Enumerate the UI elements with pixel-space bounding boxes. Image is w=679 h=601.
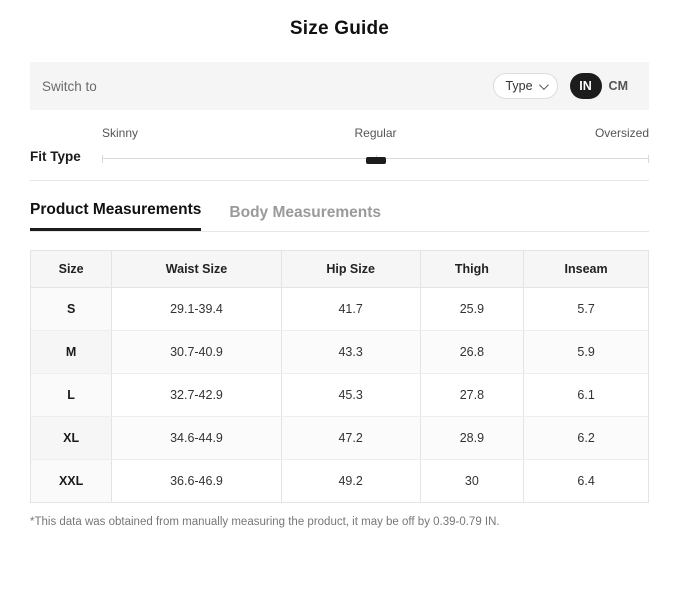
page-title: Size Guide: [289, 18, 390, 39]
cell-inseam: 5.7: [524, 288, 648, 331]
size-table-body: [31, 288, 648, 503]
cell-thigh: 27.8: [420, 374, 524, 417]
column-header-waist-size: Waist Size: [112, 251, 282, 288]
cell-inseam: 5.9: [524, 331, 648, 374]
column-header-thigh: Thigh: [420, 251, 524, 288]
cell-size: L: [31, 374, 112, 417]
slider-thumb[interactable]: [366, 157, 386, 164]
cell-waist: 29.1-39.4: [112, 288, 282, 331]
fit-type-slider[interactable]: [102, 126, 649, 168]
chevron-down-icon: [539, 80, 549, 90]
unit-toggle[interactable]: [570, 73, 635, 99]
unit-option-cm[interactable]: CM: [608, 79, 628, 93]
cell-hip: 45.3: [281, 374, 420, 417]
cell-hip: 43.3: [281, 331, 420, 374]
table-header-row: [31, 251, 648, 288]
table-row: [31, 460, 648, 503]
fit-type-row: [30, 126, 649, 181]
column-header-hip-size: Hip Size: [281, 251, 420, 288]
cell-hip: 49.2: [281, 460, 420, 503]
cell-thigh: 28.9: [420, 417, 524, 460]
cell-waist: 36.6-46.9: [112, 460, 282, 503]
fit-option-skinny[interactable]: Skinny: [102, 126, 139, 140]
table-row: [31, 288, 648, 331]
unit-switch-bar: [30, 62, 649, 110]
cell-thigh: 26.8: [420, 331, 524, 374]
tab-body-measurements[interactable]: Body Measurements: [229, 204, 382, 221]
cell-inseam: 6.1: [524, 374, 648, 417]
fit-type-label: Fit Type: [30, 149, 81, 164]
cell-size: M: [31, 331, 112, 374]
table-row: [31, 331, 648, 374]
fit-option-oversized[interactable]: Oversized: [594, 126, 649, 140]
fit-option-regular[interactable]: Regular: [354, 126, 397, 140]
cell-size: S: [31, 288, 112, 331]
cell-inseam: 6.2: [524, 417, 648, 460]
fit-type-options: [102, 126, 649, 146]
tab-product-measurements[interactable]: Product Measurements: [30, 195, 201, 231]
column-header-inseam: Inseam: [524, 251, 648, 288]
size-table: [31, 251, 648, 502]
slider-segment: [102, 158, 376, 159]
type-select-dropdown[interactable]: [493, 73, 557, 99]
cell-inseam: 6.4: [577, 474, 595, 488]
table-row: [31, 417, 648, 460]
cell-waist: 30.7-40.9: [112, 331, 282, 374]
table-row: [31, 374, 648, 417]
slider-segment: [376, 158, 650, 159]
cell-waist: 34.6-44.9: [112, 417, 282, 460]
type-select-label: Type: [505, 79, 533, 93]
size-table-container: [30, 250, 649, 503]
measurement-footnote: *This data was obtained from manually measuring the product, it may be off by 0.39-0.79 IN.: [30, 516, 500, 528]
cell-size: XL: [31, 417, 112, 460]
measurement-tabs: [30, 195, 649, 232]
size-table-head: [31, 251, 648, 288]
cell-size: XXL: [31, 460, 112, 503]
switch-to-label: Switch to: [42, 78, 97, 94]
cell-thigh: 25.9: [420, 288, 524, 331]
unit-option-in[interactable]: IN: [570, 73, 602, 99]
cell-thigh: 30: [420, 460, 524, 503]
column-header-size: Size: [31, 251, 112, 288]
cell-hip: 41.7: [281, 288, 420, 331]
cell-waist: 32.7-42.9: [112, 374, 282, 417]
cell-hip: 47.2: [281, 417, 420, 460]
